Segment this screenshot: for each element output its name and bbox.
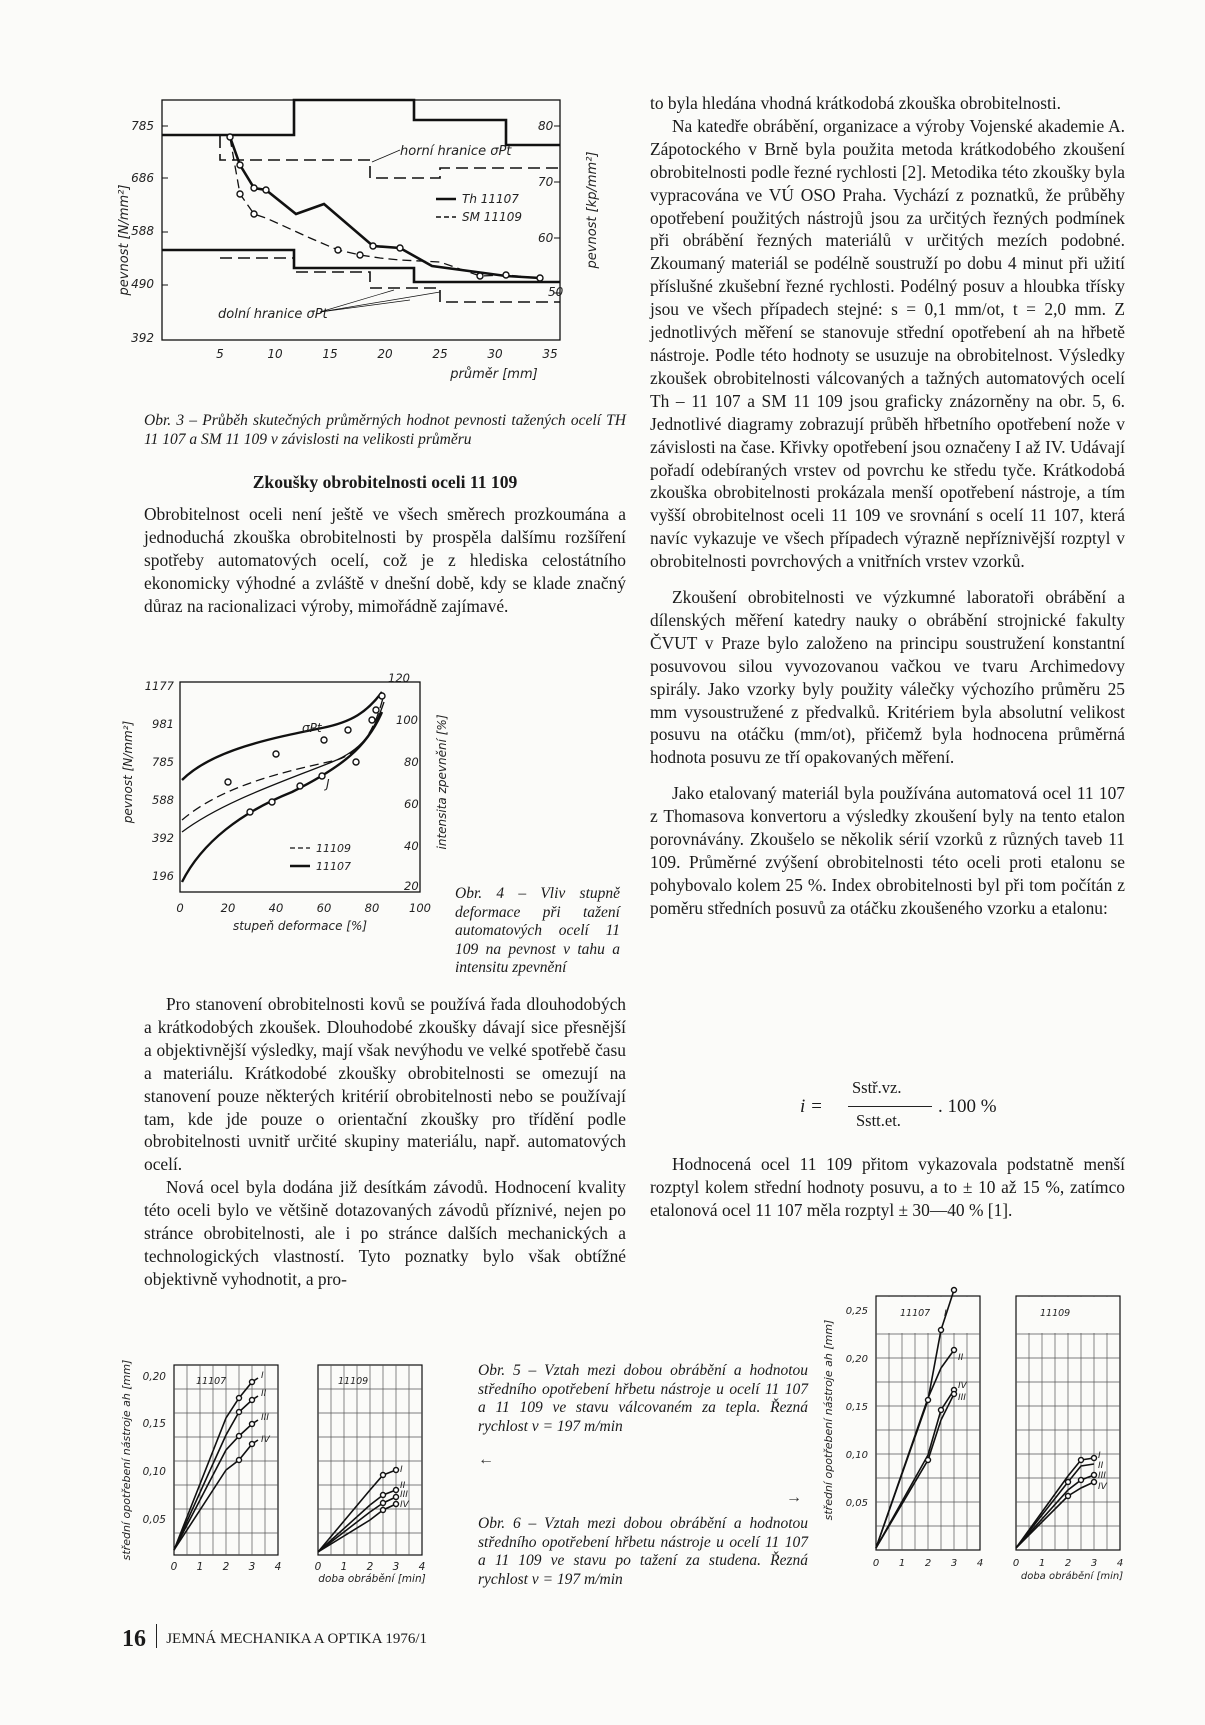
fig5-panel-11107 [171,1365,282,1573]
fig3-point [357,252,363,258]
fig4-point [379,693,385,699]
fig4-y-right-label: intensita zpevnění [%] [435,714,449,850]
fig4-tick-785: 785 [152,755,174,769]
fig6-x-label: doba obrábění [min] [1020,1571,1124,1582]
fig5-a-xtick-1: 1 [196,1561,204,1573]
fig5-ytick-020: 0,20 [142,1371,166,1383]
fig4-x-ticks [176,901,431,915]
fig3-legend-solid: Th 11107 [462,192,519,206]
fig6-a-label-II: II [958,1353,964,1363]
fig3-point [237,162,243,168]
fig6-a-xtick-3: 3 [950,1558,958,1569]
paragraph: to byla hledána vhodná krátkodobá zkouška obrobitelnosti. [650,93,1061,113]
fig3-tick-392: 392 [131,331,154,345]
fig5-a-label-I: I [261,1371,264,1381]
paragraph: Obrobitelnost oceli není ještě ve všech směrech prozkoumána a jednoduchá zkouška obrobitelnosti by prospěla dalšímu rozšíření spotřeby automatových ocelí, což je z hlediska celostátního ekonomicky výhodné a zvláště v dnešní době, kdy se klade značný důraz na racionalizaci výroby, mimořádně zajímavé. [144,504,626,616]
fig3-x-label: průměr [mm] [450,367,538,382]
fig4-curve-j-11109 [182,702,384,832]
fig4-xtick-80: 80 [364,901,380,915]
fig4-tick-196: 196 [152,869,174,883]
fig4-xtick-20: 20 [220,901,236,915]
fig3-point [237,191,243,197]
fig4-xtick-100: 100 [409,901,431,915]
paragraph: Pro stanovení obrobitelnosti kovů se používá řada dlouhodobých a krátkodobých zkoušek. Dlouhodobé zkoušky dávají sice přesnější a objektivnější výsledky, mají však nevýhodu ve velké spotřebě času a materiálu. Krátkodobé zkoušky obrobitelnosti se omezují na stanovení pouze některých kritérií obrobitelnosti nebo se používají tam, kde jde pouze o orientační zkoušky pro třídění podle obrobitelnosti uvnitř určité skupiny materiálu, např. automatových ocelí. [144,994,626,1175]
fig5-a-label-IV: IV [261,1435,270,1445]
fig5-a-xtick-2: 2 [222,1561,230,1573]
fig3-xtick-15: 15 [322,347,338,361]
fig5-point [237,1434,242,1439]
fig6-panel-b-label: 11109 [1040,1308,1071,1319]
fig6-y-label: střední opotřebení nástroje ah [mm] [822,1319,835,1521]
fig5-ytick-005: 0,05 [142,1514,166,1526]
fig4-point [297,783,303,789]
fig4-xtick-0: 0 [176,901,184,915]
fig4-tick-60: 60 [404,797,419,811]
fig5-a-xtick-0: 0 [170,1561,178,1573]
figure-3 [110,90,630,410]
fig4-points [225,693,385,815]
fig3-tick-490: 490 [131,277,154,291]
fig5-point [250,1422,255,1427]
fig3-point [227,134,233,140]
fig5-b-label-II: II [400,1481,406,1491]
fig5-x-label: doba obrábění [min] [318,1573,426,1585]
fig4-y-left-label: pevnost [N/mm²] [121,720,135,824]
fig6-b-xtick-2: 2 [1064,1558,1072,1569]
fig4-point [247,809,253,815]
fig6-grid-b [1016,1296,1120,1550]
fig6-point [939,1408,944,1413]
fig3-tick-80: 80 [538,119,554,133]
fig4-curve-sigma-11109 [182,694,384,820]
fig6-a-label-IV: IV [958,1381,967,1391]
fig4-point [321,737,327,743]
fig4-tick-588: 588 [152,793,174,807]
fig6-ytick-025: 0,25 [845,1306,868,1317]
fig6-point [926,1398,931,1403]
section-heading: Zkoušky obrobitelnosti oceli 11 109 [252,472,518,492]
fig3-point [370,243,376,249]
figure-4 [112,672,452,962]
fig5-point [394,1502,399,1507]
fig5-panel-b-label: 11109 [338,1376,369,1387]
fig4-point [273,751,279,757]
paragraph: Hodnocená ocel 11 109 přitom vykazovala podstatně menší rozptyl kolem střední hodnoty posuvu, a to ± 10 až 15 %, zatímco etalonová ocel 11 107 měla rozptyl ± 30—40 % [1]. [650,1154,1125,1220]
fig4-caption: Obr. 4 – Vliv stupně deformace při tažení automatových ocelí 11 109 na pevnost v tahu a intensitu zpevnění [455,885,620,976]
fig5-ytick-015: 0,15 [142,1418,166,1430]
fig4-tick-80: 80 [404,755,419,769]
fig5-point [237,1458,242,1463]
fig5-b-xtick-4: 4 [418,1561,426,1573]
fig5-b-xtick-0: 0 [314,1561,322,1573]
fig6-point [926,1458,931,1463]
fig5-point [237,1410,242,1415]
fig4-xtick-40: 40 [268,901,284,915]
fig3-tick-70: 70 [538,175,554,189]
fig6-y-ticks [846,1306,868,1509]
fig3-tick-785: 785 [131,119,154,133]
fig5-a-curve-labels [261,1371,271,1445]
fig4-x-label: stupeň deformace [%] [232,919,368,933]
fig6-b-label-I: I [1098,1451,1101,1461]
fig3-legend-dashed: SM 11109 [462,210,522,224]
fig5-a-xtick-4: 4 [274,1561,282,1573]
fig5-point [394,1468,399,1473]
fig5-b-xtick-2: 2 [366,1561,374,1573]
fig6-b-label-II: II [1098,1461,1104,1471]
fig4-point [353,759,359,765]
fig4-right-ticks [388,671,419,893]
fig5-a-label-III: III [261,1413,269,1423]
fig5-point [381,1493,386,1498]
formula-numerator: Sstř.vz. [852,1078,902,1097]
fig6-a-xtick-0: 0 [872,1558,880,1569]
fig6-point [1066,1494,1071,1499]
fig6-point [1066,1480,1071,1485]
fig5-b-xtick-3: 3 [392,1561,400,1573]
fig6-caption: Obr. 6 – Vztah mezi dobou obrábění a hodnotou středního opotřebení hřbetu nástroje u ocelí 11 107 a 11 109 ve stavu po tažení za studena. Řezná rychlost v = 197 m/min [478,1515,808,1588]
fig6-b-xtick-0: 0 [1012,1558,1020,1569]
fig3-lower-bound-dashed [220,258,560,302]
fig6-panel-11107 [873,1288,983,1570]
fig3-point [263,187,269,193]
fig4-tick-100: 100 [396,713,418,727]
fig6-a-xtick-1: 1 [898,1558,906,1569]
fig4-left-ticks [145,679,175,883]
fig5-y-label: střední opotřebení nástroje ah [mm] [120,1359,133,1561]
left-column-top [144,503,626,618]
fig6-ytick-010: 0,10 [845,1450,868,1461]
fig6-point [939,1328,944,1333]
fig6-ytick-005: 0,05 [845,1498,868,1509]
fig3-xtick-5: 5 [216,347,224,361]
fig5-b-xtick-1: 1 [340,1561,348,1573]
fig4-label-sigma: σPt [302,721,322,735]
fig6-a-x-ticks [873,1558,983,1569]
fig6-b-label-III: III [1098,1471,1106,1481]
fig3-point [251,185,257,191]
fig4-tick-40: 40 [404,839,419,853]
fig6-b-curve-labels [1098,1451,1108,1492]
fig6-b-xtick-1: 1 [1038,1558,1046,1569]
fig5-caption: Obr. 5 – Vztah mezi dobou obrábění a hodnotou středního opotřebení hřbetu nástroje u ocelí 11 107 a 11 109 ve stavu válcovaném za tepla. Řezná rychlost v = 197 m/min [478,1362,808,1435]
fig4-tick-20: 20 [404,879,419,893]
fig4-tick-981: 981 [152,717,174,731]
fig4-legend-dashed: 11109 [316,842,351,855]
fig4-point [369,717,375,723]
fig6-point [1092,1473,1097,1478]
fig6-a-xtick-2: 2 [924,1558,932,1569]
fig5-grid-b [318,1365,422,1555]
fig5-a-x-ticks [171,1561,282,1573]
fig3-upper-label: horní hranice σPt [400,144,512,159]
fig6-grid-a [876,1296,980,1550]
fig4-tick-1177: 1177 [144,679,174,693]
fig3-point [503,272,509,278]
fig4-legend-solid: 11107 [316,860,351,873]
fig3-curve-sm11109 [230,138,540,278]
fig4-tick-392: 392 [152,831,174,845]
fig4-tick-120: 120 [388,671,410,685]
fig3-xtick-10: 10 [267,347,283,361]
fig5-b-label-I: I [400,1465,403,1475]
fig3-point [251,211,257,217]
fig4-point [319,773,325,779]
fig3-y-right-label: pevnost [kp/mm²] [585,151,600,269]
fig3-lower-label: dolní hranice σPt [218,307,328,322]
fig6-ytick-015: 0,15 [845,1402,868,1413]
fig3-xtick-25: 25 [432,347,448,361]
figure-5 [118,1359,463,1585]
figure-6 [820,1290,1140,1580]
fig5-a-xtick-3: 3 [248,1561,256,1573]
fig3-point [397,245,403,251]
paragraph: Jako etalovaný materiál byla používána automatová ocel 11 107 z Thomasova konvertoru a výsledky zkoušení byly na tento etalon porovnávány. Zkoušelo se několik sérií vzorků z různých taveb 11 109. Průměrné zvýšení obrobitelnosti této oceli proti etalonu se pohybovalo kolem 25 %. Index obrobitelnosti byl při tom počítán z poměru středních posuvů za otáčku zkoušeného vzorku a etalonu: [650,783,1125,918]
fig6-point [1092,1456,1097,1461]
fig6-a-xtick-4: 4 [976,1558,984,1569]
fig3-point [477,273,483,279]
fig3-xtick-20: 20 [377,347,393,361]
fig6-b-xtick-3: 3 [1090,1558,1098,1569]
fig6-point [1079,1458,1084,1463]
fig5-y-ticks [143,1371,167,1526]
fig5-b-curve-labels [400,1465,410,1510]
fig6-point [1079,1478,1084,1483]
paragraph: Zkoušení obrobitelnosti ve výzkumné laboratoři obrábění a dílenských měření katedry nauky o obrábění strojnické fakulty ČVUT v Praze bylo založeno na principu soustružení konstantní posuvovou silou vyvozovanou vačkou ve tvaru Archimedovy spirály. Jako vzorky byly použity válečky výchozího průměru 25 mm vysoustružené z předvalků. Kritériem byla absolutní velikost posuvu na otáčku (mm/ot), přičemž byla hodnocena průměrná hodnota posuvu ze tří opakovaných měření. [650,587,1125,768]
fig5-b-label-III: III [400,1490,408,1500]
fig3-tick-686: 686 [131,171,154,185]
page-footer [122,1624,427,1653]
fig6-panel-a-label: 11107 [900,1308,931,1319]
formula-fraction-bar [848,1106,932,1107]
fig3-x-ticks [216,347,557,361]
machinability-index-formula [800,1078,1020,1140]
fig5-point [394,1488,399,1493]
fig6-point [952,1392,957,1397]
formula-denominator: Sstt.et. [856,1111,901,1130]
fig3-left-ticks [131,119,154,345]
fig5-point [381,1508,386,1513]
fig6-a-label-I: I [944,1309,947,1319]
fig6-point [1092,1480,1097,1485]
paragraph: Na katedře obrábění, organizace a výroby Vojenské akademie A. Zápotockého v Brně byla použita metoda krátkodobého zkoušení obrobitelnosti podle řezné rychlosti [2]. Metodika této zkoušky byla vypracována ve VÚ OSO Praha. Vychází z poznatků, že průběhy opotřebení použitých nástrojů jsou za určitých řezných podmínek při obrábění řezných materiálů v určitých mezích podobné. Zkoumaný materiál se podélně soustruží po dobu 4 minut při užití příslušné zkušební řezné rychlosti. Podélný posuv a hloubka třísky jsou ve všech případech stejné: s = 0,1 mm/ot, t = 2,0 mm. Z jednotlivých měření se stanovuje střední opotřebení ah na hřbetě nástroje. Podle této hodnoty se usuzuje na obrobitelnost. Výsledky zkoušek obrobitelnosti válcovaných a tažných automatových ocelí Th – 11 107 a SM 11 109 jsou graficky znázorněny na obr. 5, 6. Jednotlivé diagramy zobrazují průběh hřbetního opotřebení nože v závislosti na čase. Křivky opotřebení jsou označeny I až IV. Udávají pořadí odebíraných vrstev od povrchu ke středu tyče. Krátkodobá zkouška obrobitelnosti prokázala menší opotřebení nástroje, a tím vyšší obrobitelnost oceli 11 109 ve srovnání s ocelí 11 107, která navíc vykazuje ve všech případech výrazně nepříznivější rozptyl v obrobitelnosti povrchových a vnitřních vrstev vzorků. [650,115,1125,572]
fig5-a-label-II: II [261,1389,267,1399]
fig3-xtick-35: 35 [542,347,558,361]
fig6-ytick-020: 0,20 [845,1354,868,1365]
fig3-xtick-30: 30 [487,347,503,361]
fig6-point [952,1348,957,1353]
fig4-curve-sigma-11107 [182,692,382,780]
fig5-point [250,1398,255,1403]
paragraph: Nová ocel byla dodána již desítkám závodů. Hodnocení kvality této oceli bylo ve většině dotazovaných závodů příznivé, nejen po stránce obrobitelnosti, ale i po stránce dalších mechanických a technologických vlastností. Tyto poznatky bylo však obtížné objektivně vyhodnotit, a pro- [144,1177,626,1289]
fig6-point [952,1288,957,1293]
right-column [650,92,1125,920]
fig4-xtick-60: 60 [316,901,332,915]
footer-divider [156,1624,157,1648]
right-column-after-formula [650,1153,1125,1222]
fig6-a-label-III: III [958,1393,966,1403]
fig3-tick-60: 60 [538,231,554,245]
fig5-panel-11109 [315,1365,426,1585]
fig5-ytick-010: 0,10 [142,1466,166,1478]
formula-lhs: i = [800,1096,823,1117]
fig5-point [381,1501,386,1506]
fig5-point [237,1396,242,1401]
fig5-point [394,1495,399,1500]
formula-rhs: . 100 % [938,1096,997,1117]
fig3-point [335,247,341,253]
fig4-point [225,779,231,785]
fig6-b-label-IV: IV [1098,1482,1107,1492]
journal-name: JEMNÁ MECHANIKA A OPTIKA 1976/1 [166,1631,428,1647]
fig5-point [381,1473,386,1478]
fig6-b-x-ticks [1013,1558,1123,1569]
fig3-upper-pointer [372,150,400,162]
page-number: 16 [122,1626,146,1652]
fig3-upper-bound-solid [162,100,560,145]
fig3-lower-pointers [320,290,440,312]
fig6-b-xtick-4: 4 [1116,1558,1124,1569]
fig3-y-left-label: pevnost [N/mm²] [117,184,132,296]
fig5-panel-a-label: 11107 [196,1376,227,1387]
arrow-left-icon: ← [478,1451,494,1468]
fig5-point [250,1442,255,1447]
fig4-point [373,707,379,713]
arrow-right-icon: → [786,1489,802,1506]
left-column-bottom [144,993,626,1291]
fig3-caption: Obr. 3 – Průběh skutečných průměrných hodnot pevnosti tažených ocelí TH 11 107 a SM 11 109 v závislosti na velikosti průměru [144,412,626,448]
fig5-b-x-ticks [315,1561,426,1573]
fig4-point [269,799,275,805]
fig6-panel-11109 [1013,1296,1123,1582]
fig4-label-j: J [326,777,330,791]
fig3-point [537,275,543,281]
fig3-tick-50: 50 [548,285,564,299]
fig5-b-label-IV: IV [400,1500,409,1510]
fig4-point [345,727,351,733]
fig5-point [250,1380,255,1385]
fig3-tick-588: 588 [131,224,154,238]
